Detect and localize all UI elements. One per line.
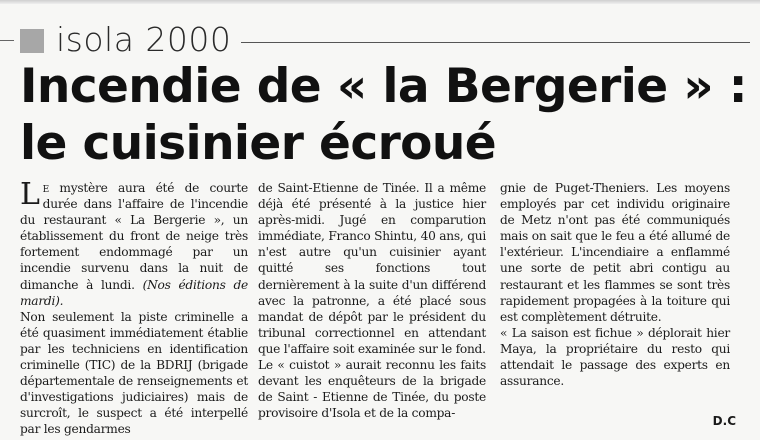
article-column-3	[500, 180, 730, 389]
lead-smallcaps: e	[42, 181, 49, 195]
paragraph: de Saint-Etienne de Tinée. Il a même déjà été présenté à la justice hier après-midi. Jugé en comparution immédiate, Franco Shintu, 40 ans, qui n'est autre qu'un cuisinier ayant quitté ses fonctions tout dernièrement à la suite d'un différend avec la patronne, a été placé sous mandat de dépôt par le président du tribunal correctionnel en attendant que l'affaire soit examinée sur le fond.	[258, 181, 486, 356]
paragraph: Non seulement la piste criminelle a été quasiment immédiatement établie par les techniciens en identification criminelle (TIC) de la BDRIJ (brigade départementale de renseignements et d'investigations judiciaires) mais de surcroît, le suspect a été interpellé par les gendarmes	[20, 309, 248, 437]
paragraph	[20, 177, 248, 309]
left-edge-rule	[0, 40, 14, 41]
top-rule	[0, 0, 760, 4]
headline-line-1: Incendie de « la Bergerie » :	[20, 59, 747, 114]
edition-reference: (Nos éditions de mardi).	[20, 277, 248, 308]
section-rule	[241, 42, 750, 43]
paragraph: Le « cuistot » aurait reconnu les faits devant les enquêteurs de la brigade de Saint - Etienne de Tinée, du poste provisoire d'Isola et de la compa-	[258, 358, 486, 421]
section-label: isola 2000	[56, 19, 232, 59]
author-signature: D.C	[712, 414, 736, 428]
article-column-2	[258, 180, 486, 421]
paragraph-text: mystère aura été de courte durée dans l'affaire de l'incendie du restaurant « La Bergerie », un établissement du front de neige très fortement endommagé par un incendie survenu dans la nuit de dimanche à lundi.	[20, 181, 248, 292]
section-header	[20, 18, 750, 60]
headline-line-2: le cuisinier écroué	[20, 116, 496, 171]
paragraph: gnie de Puget-Theniers. Les moyens employés par cet individu originaire de Metz n'ont pas été communiqués mais on sait que le feu a été allumé de l'extérieur. L'incendiaire a enflammé une sorte de petit abri contigu au restaurant et les flammes se sont très rapidement propagées à la toiture qui est complètement détruite.	[500, 181, 730, 324]
article-column-1	[20, 177, 248, 438]
section-marker-icon	[20, 29, 44, 53]
headline	[20, 58, 750, 172]
drop-cap: L	[20, 177, 40, 212]
paragraph: « La saison est fichue » déplorait hier Maya, la propriétaire du resto qui attendait le passage des experts en assurance.	[500, 325, 730, 389]
